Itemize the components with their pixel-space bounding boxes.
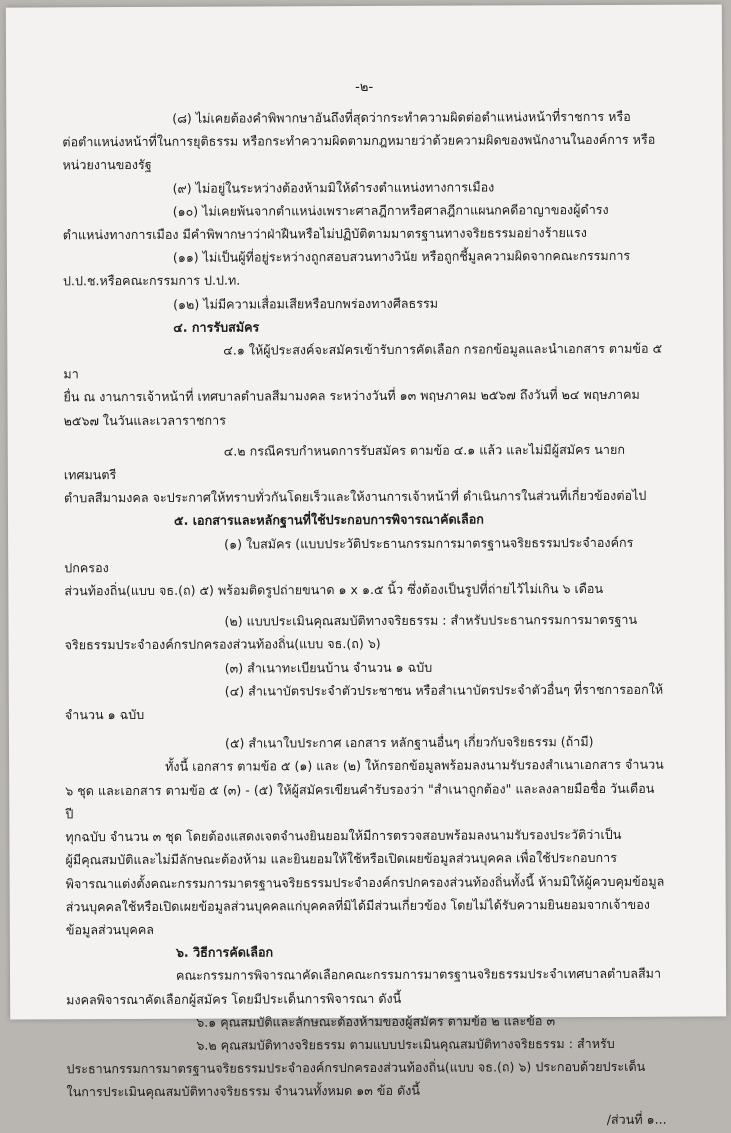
- section-heading: ๖. วิธีการคัดเลือก: [175, 944, 274, 960]
- text-line: ๖ ชุด และเอกสาร ตามข้อ ๕ (๓) - (๕) ให้ผู้สมัครเขียนคำรับรองว่า "สำเนาถูกต้อง" และลงลายมือชื่อ วันเดือน ปี: [65, 780, 655, 822]
- text-line: (๙) ไม่อยู่ในระหว่างต้องห้ามมิให้ดำรงตำแหน่งทางการเมือง: [172, 179, 495, 196]
- text-line: (๑) ใบสมัคร (แบบประวัติประธานกรรมการมาตรฐานจริยธรรมประจำองค์กรปกครอง: [64, 534, 634, 576]
- text-line: ทั้งนี้ เอกสาร ตามข้อ ๕ (๑) และ (๒) ให้กรอกข้อมูลพร้อมลงนามรับรองสำเนาเอกสาร จำนวน: [165, 757, 664, 775]
- section-heading: ๕. เอกสารและหลักฐานที่ใช้ประกอบการพิจารณาคัดเลือก: [174, 511, 484, 529]
- document-body: [62, 105, 666, 1133]
- text-line: ข้อมูลส่วนบุคคล: [65, 921, 154, 938]
- text-line: ๒๕๖๗ ในวันและเวลาราชการ: [63, 412, 226, 428]
- text-line: (๒) แบบประเมินคุณสมบัติทางจริยธรรม : สำหรับประธานกรรมการมาตรฐาน: [224, 612, 638, 629]
- text-line: ประธานกรรมการมาตรฐานจริยธรรมประจำองค์กรปกครองส่วนท้องถิ่น(แบบ จธ.(ถ) ๖) ประกอบด้วยประเด็น: [66, 1058, 646, 1077]
- text-line: ในการประเมินคุณสมบัติทางจริยธรรม จำนวนทั้งหมด ๑๓ ข้อ ดังนี้: [66, 1083, 421, 1100]
- text-line: ๔.๑ ให้ผู้ประสงค์จะสมัครเข้ารับการคัดเลือก กรอกข้อมูลและนำเอกสาร ตามข้อ ๕ มา: [63, 340, 663, 382]
- text-line: หน่วยงานของรัฐ: [62, 157, 152, 173]
- text-line: ส่วนบุคคลใช้หรือเปิดเผยข้อมูลส่วนบุคคลแก่บุคคลที่มิได้มีส่วนเกี่ยวข้อง โดยไม่ได้รับความยินยอมจากเจ้าของ: [65, 896, 650, 915]
- text-line: (๑๐) ไม่เคยพ้นจากตำแหน่งเพราะศาลฎีกาหรือศาลฎีกาแผนกคดีอาญาของผู้ดำรง: [172, 201, 609, 219]
- text-line: (๑๒) ไม่มีความเสื่อมเสียหรือบกพร่องทางศีลธรรม: [173, 295, 439, 312]
- text-line: (๑๑) ไม่เป็นผู้ที่อยู่ระหว่างถูกสอบสวนทางวินัย หรือถูกชี้มูลความผิดจากคณะกรรมการ: [172, 248, 631, 266]
- text-line: ๖.๑ คุณสมบัติและลักษณะต้องห้ามของผู้สมัคร ตามข้อ ๒ และข้อ ๓: [196, 1012, 556, 1030]
- text-line: ๔.๒ กรณีครบกำหนดการรับสมัคร ตามข้อ ๔.๑ แล้ว และไม่มีผู้สมัคร นายกเทศมนตรี: [63, 441, 625, 483]
- document-page: [6, 4, 726, 1127]
- text-line: มงคลพิจารณาคัดเลือกผู้สมัคร โดยมีประเด็นการพิจารณา ดังนี้: [66, 990, 402, 1007]
- text-line: (๕) สำเนาใบประกาศ เอกสาร หลักฐานอื่นๆ เกี่ยวกับจริยธรรม (ถ้ามี): [224, 734, 594, 751]
- page-number: -๒-: [355, 79, 374, 96]
- text-line: (๓) สำเนาทะเบียนบ้าน จำนวน ๑ ฉบับ: [224, 659, 433, 676]
- text-line: ผู้มีคุณสมบัติและไม่มีลักษณะต้องห้าม และยินยอมให้ใช้หรือเปิดเผยข้อมูลส่วนบุคคล เพื่อใช้ประกอบการ: [65, 850, 617, 868]
- text-line: ต่อตำแหน่งหน้าที่ในการยุติธรรม หรือกระทำความผิดตามกฎหมายว่าด้วยความผิดของพนักงานในองค์การ หรือ: [62, 131, 656, 150]
- text-line: (๘) ไม่เคยต้องคำพิพากษาอันถึงที่สุดว่ากระทำความผิดต่อตำแหน่งหน้าที่ราชการ หรือ: [172, 108, 631, 126]
- text-line: ๖.๒ คุณสมบัติทางจริยธรรม ตามแบบประเมินคุณสมบัติทางจริยธรรม : สำหรับ: [196, 1035, 615, 1053]
- text-line: ตำบลสีมามงคล จะประกาศให้ทราบทั่วกันโดยเร็วและให้งานการเจ้าหน้าที่ ดำเนินการในส่วนที่เกี่ยวข้องต่อไป: [63, 488, 647, 506]
- text-line: พิจารณาแต่งตั้งคณะกรรมการมาตรฐานจริยธรรมประจำองค์กรปกครองส่วนท้องถิ่นทั้งนี้ ห้ามมิให้ผู้ควบคุมข้อมูล: [65, 873, 665, 891]
- continuation-note: /ส่วนที่ ๑...: [606, 1111, 667, 1127]
- text-line: ตำแหน่งทางการเมือง มีคำพิพากษาว่าฝ่าฝืนหรือไม่ปฏิบัติตามมาตรฐานทางจริยธรรมอย่างร้ายแรง: [62, 225, 587, 243]
- text-line: ป.ป.ช.หรือคณะกรรมการ ป.ป.ท.: [62, 272, 241, 289]
- text-line: จำนวน ๑ ฉบับ: [64, 707, 145, 723]
- text-line: ส่วนท้องถิ่น(แบบ จธ.(ถ) ๕) พร้อมติดรูปถ่ายขนาด ๑ x ๑.๕ นิ้ว ซึ่งต้องเป็นรูปที่ถ่ายไว้ไม่เกิน ๖ เดือน: [64, 581, 604, 599]
- text-line: ทุกฉบับ จำนวน ๓ ชุด โดยต้องแสดงเจตจำนงยินยอมให้มีการตรวจสอบพร้อมลงนามรับรองประวัติว่าเป็น: [65, 826, 622, 845]
- text-line: คณะกรรมการพิจารณาคัดเลือกคณะกรรมการมาตรฐานจริยธรรมประจำเทศบาลตำบลสีมา: [175, 966, 662, 984]
- text-line: จริยธรรมประจำองค์กรปกครองส่วนท้องถิ่น(แบบ จธ.(ถ) ๖): [64, 636, 381, 653]
- text-line: (๔) สำเนาบัตรประจำตัวประชาชน หรือสำเนาบัตรประจำตัวอื่นๆ ที่ราชการออกให้: [224, 681, 664, 699]
- text-line: ยื่น ณ งานการเจ้าหน้าที่ เทศบาลตำบลสีมามงคล ระหว่างวันที่ ๑๓ พฤษภาคม ๒๕๖๗ ถึงวันที่ ๒๔ พฤษภาคม: [63, 387, 640, 405]
- section-heading: ๔. การรับสมัคร: [173, 319, 260, 335]
